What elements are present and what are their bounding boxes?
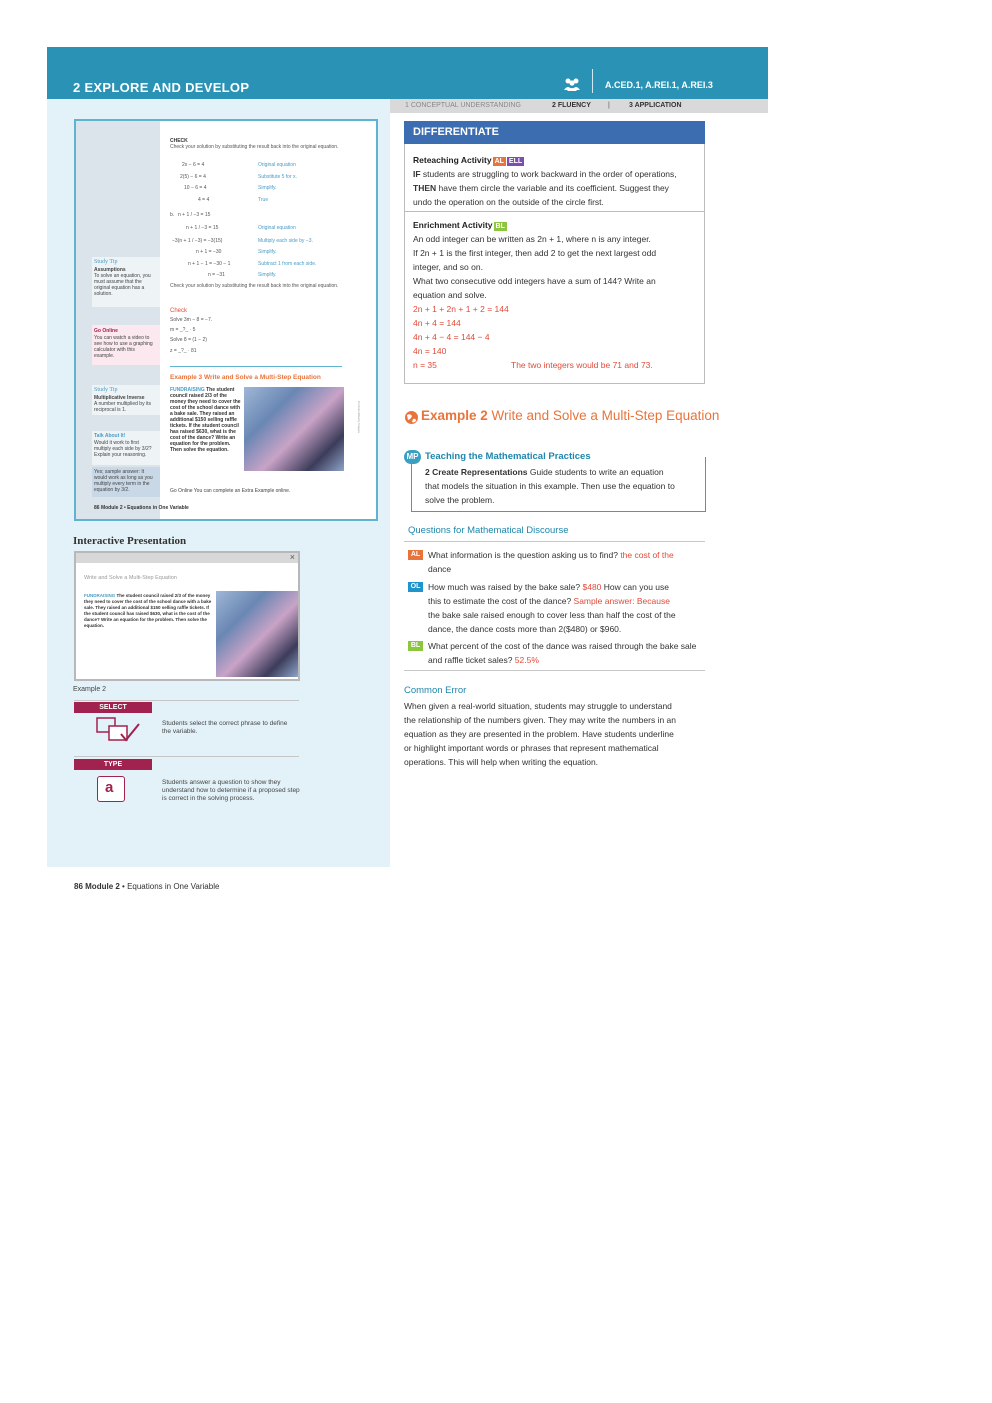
discourse-title: Questions for Mathematical Discourse	[408, 525, 569, 536]
mp-title: Teaching the Mathematical Practices	[425, 451, 591, 462]
q2-answer2: the bake sale raised enough to cover less than half the cost of the	[428, 610, 676, 620]
work-line-3: 4n + 4 − 4 = 144 − 4	[413, 332, 490, 342]
study-tip2-head: Multiplicative Inverse	[94, 395, 145, 401]
mp-line3: solve the problem.	[425, 495, 495, 505]
type-icon	[97, 776, 125, 802]
badge-al: AL	[494, 158, 504, 165]
check-red-label: Check	[170, 308, 188, 314]
slide-text	[84, 593, 212, 641]
common-error-line-4: or highlight important words or phrases that represent mathematical	[404, 743, 659, 753]
step-b-0: n + 1 / −3 = 15	[178, 212, 211, 218]
tab-separator: |	[608, 102, 610, 109]
q2c-text: this to estimate the cost of the dance?	[428, 596, 574, 606]
reteach-line1	[413, 167, 713, 181]
work-line-4: 4n = 140	[413, 346, 447, 356]
select-icon	[95, 716, 143, 746]
q2-line2	[428, 594, 718, 608]
common-error-line-2: the relationship of the numbers given. They may write the numbers in an	[404, 715, 676, 725]
mp-icon: MP	[404, 450, 421, 464]
reteach-heading	[413, 153, 524, 167]
select-tag: SELECT	[74, 702, 152, 713]
footer-subject: • Equations in One Variable	[122, 882, 220, 891]
work-line-1: 2n + 1 + 2n + 1 + 2 = 144	[413, 304, 509, 314]
student-page-thumbnail	[74, 119, 378, 521]
step-b-5: n = −31	[208, 272, 225, 278]
step-a-3: 10 − 6 = 4	[184, 185, 207, 191]
q1-badge: AL	[408, 550, 423, 560]
q1-answer1: the cost of the	[620, 550, 674, 560]
interactive-title: Interactive Presentation	[73, 535, 187, 547]
mp-line1-text: Guide students to write an equation	[527, 467, 664, 477]
study-tip-head: Assumptions	[94, 267, 126, 273]
footer-page: 86	[74, 882, 83, 891]
reteach-if: IF	[413, 169, 421, 179]
talk-answer: Yes; sample answer: It would work as long as you multiply every term in the equation by 3/2.	[94, 469, 153, 493]
study-tip2-text: A number multiplied by its reciprocal is 1.	[94, 401, 151, 413]
work-line-5: n = 35	[413, 360, 437, 370]
slide-label: FUNDRAISING	[84, 593, 116, 598]
study-tip2-title: Study Tip	[94, 387, 118, 393]
q2a-text: How much was raised by the bake sale?	[428, 582, 583, 592]
type-text: Students answer a question to show they understand how to determine if a proposed step is correct in the solving process.	[162, 779, 300, 802]
check-again-text: Check your solution by substituting the result back into the original equation.	[170, 283, 339, 289]
differentiate-title: DIFFERENTIATE	[413, 126, 499, 138]
tab-bar	[390, 99, 768, 113]
discourse-bottom-divider	[404, 670, 705, 671]
q3-line1: What percent of the cost of the dance was raised through the bake sale	[428, 641, 697, 651]
step-a-1: 2x − 6 = 4	[182, 162, 205, 168]
slide-photo	[216, 591, 298, 677]
solve-b-line: Solve 8 = (1 − 2)	[170, 337, 207, 343]
tab-application[interactable]: 3 APPLICATION	[629, 102, 682, 109]
q2-answer3: dance, the dance costs more than 2($480) or $960.	[428, 624, 622, 634]
reteach-line2	[413, 181, 713, 195]
reason-b-3: Simplify.	[258, 249, 277, 255]
step-a-4: 4 = 4	[198, 197, 210, 203]
close-icon[interactable]: ×	[289, 552, 295, 562]
footer-module: Module 2	[85, 882, 120, 891]
q2a-answer: $480	[582, 582, 602, 592]
interactive-slide[interactable]	[74, 551, 300, 681]
standards-label: A.CED.1, A.REI.1, A.REI.3	[605, 80, 713, 90]
q1-text: What information is the question asking us to find?	[428, 550, 621, 560]
reteach-line2-text: have them circle the variable and its coefficient. Suggest they	[436, 183, 669, 193]
q3b-text: and raffle ticket sales?	[428, 655, 515, 665]
part-b-label: b.	[170, 212, 175, 218]
common-error-line-3: equation as they are presented in the problem. Have students underline	[404, 729, 674, 739]
photo-credit: Comstock/Getty Images	[357, 401, 361, 434]
example-2-label-title: Example 2	[421, 408, 488, 423]
q3-badge: BL	[408, 641, 423, 651]
badge-ell: ELL	[508, 158, 523, 165]
talk-about-title: Talk About It!	[94, 433, 126, 439]
q2-line1	[428, 580, 718, 594]
slide-body: The student council raised 2/3 of the money they need to cover the cost of the school dance with a bake sale. They raised an additional $150 selling raffle tickets. If the student council has raised $630, what is the cost of the dance? Write an equation for the problem. Then solve the equation.	[84, 593, 212, 628]
enrich-line-1: An odd integer can be written as 2n + 1, where n is any integer.	[413, 234, 651, 244]
reteach-title: Reteaching Activity	[413, 155, 492, 165]
discourse-divider	[404, 541, 705, 542]
differentiate-divider	[405, 211, 704, 212]
step-b-4: n + 1 − 1 = −30 − 1	[188, 261, 231, 267]
step-b-1: n + 1 / −3 = 15	[186, 225, 219, 231]
common-error-title: Common Error	[404, 685, 467, 696]
common-error-line-5: operations. This will help when writing the equation.	[404, 757, 599, 767]
enrich-line-2: If 2n + 1 is the first integer, then add 2 to get the next largest odd	[413, 248, 657, 258]
reteach-then: THEN	[413, 183, 437, 193]
type-icon-letter: a	[105, 779, 114, 796]
reason-a-2: Substitute 5 for x.	[258, 174, 297, 180]
select-divider	[74, 700, 299, 701]
q3-line2	[428, 653, 718, 667]
check-title: CHECK	[170, 138, 188, 144]
go-online-text: You can watch a video to see how to use a graphing calculator with this example.	[94, 335, 153, 359]
step-a-2: 2(5) − 6 = 4	[180, 174, 206, 180]
enrich-title: Enrichment Activity	[413, 220, 493, 230]
reason-a-3: Simplify.	[258, 185, 277, 191]
differentiate-header	[404, 121, 705, 144]
work-line-2: 4n + 4 = 144	[413, 318, 461, 328]
q2-badge: OL	[408, 582, 423, 592]
student-page-footer: 86 Module 2 • Equations in One Variable	[94, 505, 189, 511]
badge-bl: BL	[495, 223, 505, 230]
select-text: Students select the correct phrase to define the variable.	[162, 720, 288, 735]
reason-a-4: True	[258, 197, 269, 203]
enrich-answer: The two integers would be 71 and 73.	[511, 360, 653, 370]
enrich-heading	[413, 218, 507, 232]
check-text: Check your solution by substituting the result back into the original equation.	[170, 144, 339, 150]
reason-b-2: Multiply each side by −3.	[258, 238, 313, 244]
page-divider	[170, 366, 342, 367]
go-online-title: Go Online	[94, 328, 118, 334]
fundraising-text	[170, 387, 242, 475]
go-online2[interactable]: Go Online You can complete an Extra Example online.	[170, 488, 291, 494]
q3-answer: 52.5%	[514, 655, 539, 665]
reason-a-1: Original equation	[258, 162, 296, 168]
study-tip-text: To solve an equation, you must assume that the original equation has a solution.	[94, 273, 151, 297]
q1-line1	[428, 548, 718, 562]
reteach-line1-text: students are struggling to work backward in the order of operations,	[420, 169, 677, 179]
example3-title: Example 3 Write and Solve a Multi-Step Equation	[170, 374, 321, 381]
reason-b-4: Subtract 1 from each side.	[258, 261, 317, 267]
reason-b-1: Original equation	[258, 225, 296, 231]
q1-answer2: dance	[428, 564, 452, 574]
common-error-line-1: When given a real-world situation, students may struggle to understand	[404, 701, 672, 711]
solve-line: Solve 3m − 8 = −7.	[170, 317, 213, 323]
header-bar	[47, 47, 768, 99]
q2-answer1: Sample answer: Because	[573, 596, 670, 606]
enrich-line-5: equation and solve.	[413, 290, 487, 300]
type-tag: TYPE	[74, 759, 152, 770]
enrich-line-3: integer, and so on.	[413, 262, 483, 272]
example-2-heading	[404, 407, 724, 424]
step-b-3: n + 1 = −30	[196, 249, 222, 255]
example-2-label: Example 2	[73, 686, 107, 693]
fundraising-label: FUNDRAISING	[170, 387, 205, 393]
study-tip-title: Study Tip	[94, 259, 118, 265]
reason-b-5: Simplify.	[258, 272, 277, 278]
mp-line2: that models the situation in this example. Then use the equation to	[425, 481, 675, 491]
slide-title: Write and Solve a Multi-Step Equation	[84, 575, 177, 581]
group-icon	[563, 77, 581, 91]
reteach-line3: undo the operation on the outside of the circle first.	[413, 197, 604, 207]
page-footer	[74, 882, 219, 891]
tab-fluency[interactable]: 2 FLUENCY	[552, 102, 591, 109]
z-line: z = _?_ · 81	[170, 348, 197, 354]
mp-line1	[425, 465, 710, 479]
talk-about-text: Would it work to first multiply each side by 3/2? Explain your reasoning.	[94, 440, 152, 458]
dance-photo	[244, 387, 344, 471]
tab-conceptual[interactable]: 1 CONCEPTUAL UNDERSTANDING	[405, 102, 521, 109]
m-line: m = _?_ · 5	[170, 327, 196, 333]
header-divider	[592, 69, 593, 93]
mp-subtitle: 2 Create Representations	[425, 467, 528, 477]
q2b-text: How can you use	[601, 582, 669, 592]
fundraising-body: The student council raised 2/3 of the money they need to cover the cost of the school dance with a bake sale. They raised an additional $150 selling raffle tickets. If the student council has raised $630, what is the cost of the dance? Write an equation for the problem. Then solve the equation.	[170, 387, 241, 453]
step-b-2: −3(n + 1 / −3) = −3(15)	[172, 238, 223, 244]
section-title: 2 EXPLORE AND DEVELOP	[73, 80, 250, 95]
example-2-title-rest: Write and Solve a Multi-Step Equation	[487, 408, 720, 423]
enrich-line-4: What two consecutive odd integers have a sum of 144? Write an	[413, 276, 656, 286]
type-divider	[74, 756, 299, 757]
slide-titlebar	[76, 553, 298, 563]
